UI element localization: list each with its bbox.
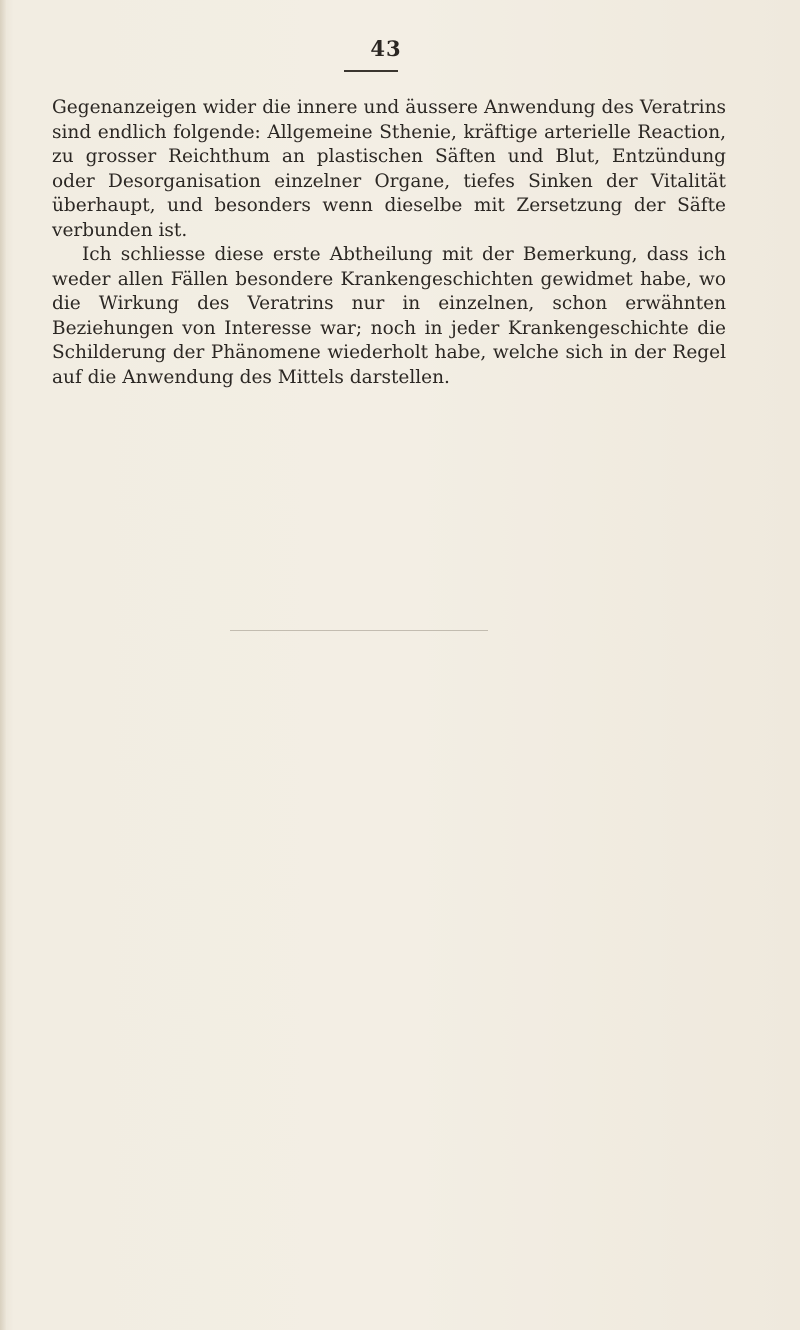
page-number: 43 (370, 36, 402, 61)
section-end-rule (230, 630, 488, 631)
body-text (52, 96, 726, 390)
header-rule (344, 70, 398, 72)
paragraph-closing-remark: Ich schliesse diese erste Abtheilung mit der Bemerkung, dass ich weder allen Fällen besondere Krankengeschichten gewidmet habe, wo die Wirkung des Veratrins nur in einzelnen, schon erwähnten Beziehungen von Interesse war; noch in jeder Krankengeschichte die Schilderung der Phänomene wiederholt habe, welche sich in der Regel auf die Anwendung des Mittels darstellen. (52, 244, 726, 388)
page-binding-edge (0, 0, 6, 1330)
paragraph-contraindications: Gegenanzeigen wider die innere und äussere Anwendung des Veratrins sind endlich folgende: Allgemeine Sthenie, kräftige arterielle Reaction, zu grosser Reichthum an plastischen Säften und Blut, Entzündung oder Desorganisation einzelner Organe, tiefes Sinken der Vitalität überhaupt, und besonders wenn dieselbe mit Zersetzung der Säfte verbunden ist. (52, 97, 726, 241)
